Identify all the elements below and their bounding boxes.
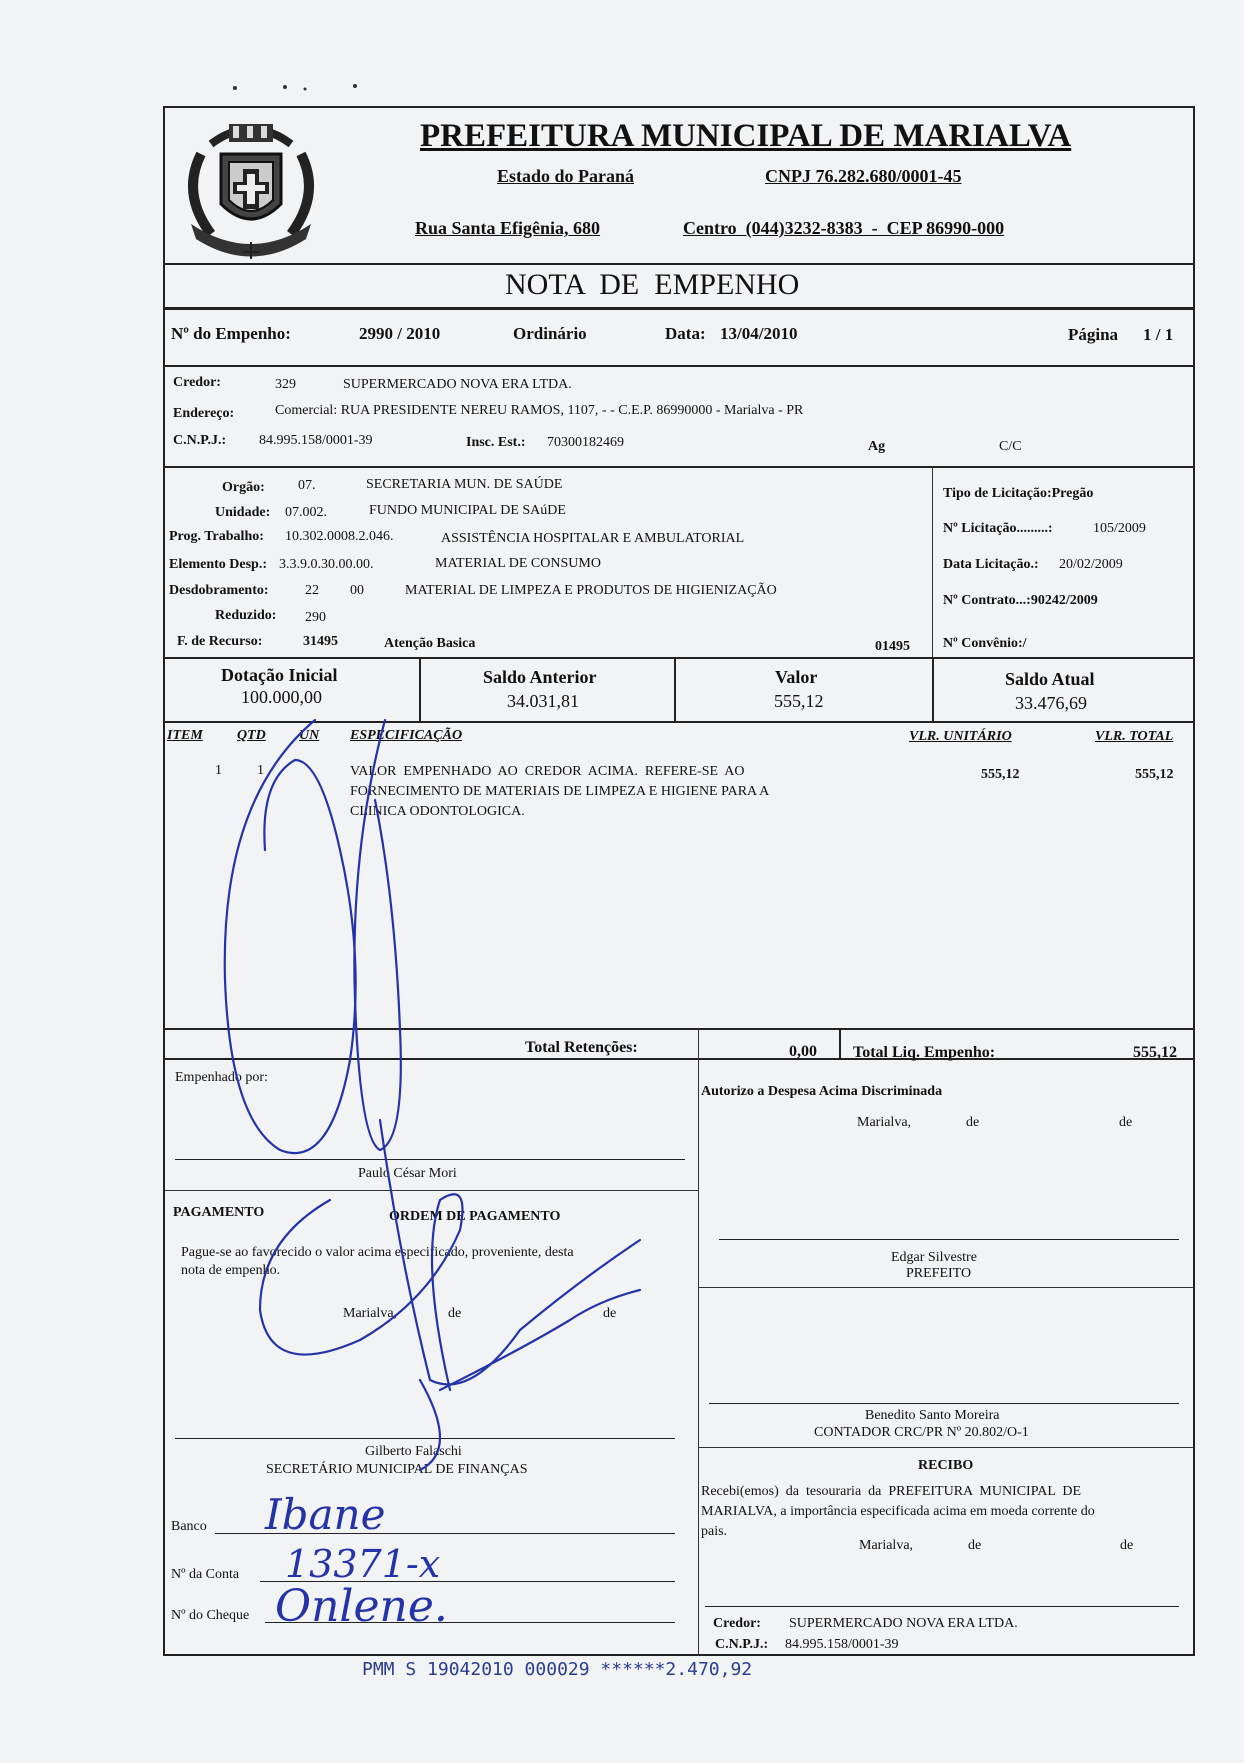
credor-name: SUPERMERCADO NOVA ERA LTDA. bbox=[343, 377, 572, 392]
conta-handwritten: 13371-x bbox=[285, 1542, 441, 1586]
empenhado-name: Paulo César Mori bbox=[358, 1166, 457, 1181]
col-item: ITEM bbox=[167, 728, 203, 743]
empenho-number-label: Nº do Empenho: bbox=[171, 324, 291, 343]
recibo-credor: SUPERMERCADO NOVA ERA LTDA. bbox=[789, 1616, 1018, 1631]
recibo-text3: pais. bbox=[701, 1524, 728, 1539]
credor-code: 329 bbox=[275, 377, 296, 392]
prog-name: ASSISTÊNCIA HOSPITALAR E AMBULATORIAL bbox=[441, 531, 745, 546]
recibo-cnpj-label: C.N.P.J.: bbox=[715, 1637, 769, 1652]
state-name: Estado do Paraná bbox=[497, 166, 635, 186]
desdobramento-code: 22 bbox=[305, 583, 319, 598]
page-label: Página bbox=[1068, 325, 1119, 344]
recibo-de2: de bbox=[1120, 1538, 1134, 1553]
pagamento-de1: de bbox=[448, 1306, 462, 1321]
convenio-number: Nº Convênio:/ bbox=[943, 636, 1027, 651]
recurso-extra: 01495 bbox=[875, 639, 910, 654]
credor-cnpj: 84.995.158/0001-39 bbox=[259, 433, 373, 448]
item-desc-line3: CLINICA ODONTOLOGICA. bbox=[350, 804, 525, 819]
valor-label: Valor bbox=[775, 667, 818, 687]
desdobramento-name: MATERIAL DE LIMPEZA E PRODUTOS DE HIGIENIZAÇÃO bbox=[405, 583, 777, 598]
licitacao-number: 105/2009 bbox=[1093, 521, 1146, 536]
contrato-number: Nº Contrato...:90242/2009 bbox=[943, 593, 1098, 608]
pagamento-city: Marialva, bbox=[343, 1306, 398, 1321]
pagamento-text1: Pague-se ao favorecido o valor acima especificado, proveniente, desta bbox=[181, 1245, 574, 1260]
tipo-licitacao: Tipo de Licitação:Pregão bbox=[943, 486, 1094, 501]
banco-handwritten: Ibane bbox=[265, 1490, 386, 1539]
credor-insc: 70300182469 bbox=[547, 435, 624, 450]
ordem-pagamento: ORDEM DE PAGAMENTO bbox=[389, 1209, 561, 1224]
reduzido-value: 290 bbox=[305, 610, 326, 625]
municipality-cnpj: CNPJ 76.282.680/0001-45 bbox=[765, 166, 962, 186]
secretario-title: SECRETÁRIO MUNICIPAL DE FINANÇAS bbox=[266, 1462, 528, 1477]
elemento-label: Elemento Desp.: bbox=[169, 557, 267, 572]
desdobramento-label: Desdobramento: bbox=[169, 583, 269, 598]
retencoes-label: Total Retenções: bbox=[525, 1039, 638, 1056]
licitacao-date: 20/02/2009 bbox=[1059, 557, 1123, 572]
insc-label: Insc. Est.: bbox=[466, 435, 526, 450]
prog-label: Prog. Trabalho: bbox=[169, 529, 264, 544]
empenhado-label: Empenhado por: bbox=[175, 1070, 268, 1085]
saldo-anterior-value: 34.031,81 bbox=[507, 691, 579, 711]
item-desc-line1: VALOR EMPENHADO AO CREDOR ACIMA. REFERE-SE AO bbox=[350, 764, 745, 779]
col-especificacao: ESPECIFICAÇÃO bbox=[350, 728, 463, 743]
pagamento-text2: nota de empenho. bbox=[181, 1263, 281, 1278]
conta-label: Nº da Conta bbox=[171, 1567, 240, 1582]
orgao-name: SECRETARIA MUN. DE SAÚDE bbox=[366, 477, 563, 492]
dotacao-label: Dotação Inicial bbox=[221, 665, 338, 685]
empenho-type: Ordinário bbox=[513, 324, 587, 343]
col-un: UN bbox=[299, 728, 320, 743]
autorizo-text: Autorizo a Despesa Acima Discriminada bbox=[701, 1084, 943, 1099]
saldo-anterior-label: Saldo Anterior bbox=[483, 667, 597, 687]
valor-value: 555,12 bbox=[774, 691, 824, 711]
dotacao-value: 100.000,00 bbox=[241, 687, 322, 707]
prog-code: 10.302.0008.2.046. bbox=[285, 529, 394, 544]
cc-label: C/C bbox=[999, 439, 1022, 454]
autorizo-city: Marialva, bbox=[857, 1115, 912, 1130]
orgao-label: Orgão: bbox=[222, 480, 265, 495]
credor-label: Credor: bbox=[173, 375, 221, 390]
recibo-text1: Recebi(emos) da tesouraria da PREFEITURA MUNICIPAL DE bbox=[701, 1484, 1082, 1499]
cheque-handwritten: Onlene. bbox=[275, 1581, 448, 1632]
cheque-label: Nº do Cheque bbox=[171, 1608, 250, 1623]
unidade-code: 07.002. bbox=[285, 505, 327, 520]
page-number: 1 / 1 bbox=[1143, 325, 1174, 344]
elemento-code: 3.3.9.0.30.00.00. bbox=[279, 557, 374, 572]
recurso-label: F. de Recurso: bbox=[177, 634, 263, 649]
item-number: 1 bbox=[215, 763, 222, 778]
liquido-label: Total Liq. Empenho: bbox=[853, 1044, 996, 1061]
secretario-name: Gilberto Falaschi bbox=[365, 1444, 462, 1459]
prefeito-title: PREFEITO bbox=[906, 1266, 972, 1281]
prefeito-name: Edgar Silvestre bbox=[891, 1250, 977, 1265]
item-qtd: 1 bbox=[257, 763, 264, 778]
credor-address: Comercial: RUA PRESIDENTE NEREU RAMOS, 1107, - - C.E.P. 86990000 - Marialva - PR bbox=[275, 403, 804, 418]
autorizo-de2: de bbox=[1119, 1115, 1133, 1130]
pagamento-de2: de bbox=[603, 1306, 617, 1321]
desdobramento-sub: 00 bbox=[350, 583, 364, 598]
address-street: Rua Santa Efigênia, 680 bbox=[415, 218, 601, 238]
liquido-value: 555,12 bbox=[1133, 1044, 1177, 1061]
contador-title: CONTADOR CRC/PR Nº 20.802/O-1 bbox=[814, 1425, 1029, 1440]
saldo-atual-value: 33.476,69 bbox=[1015, 693, 1087, 713]
item-desc-line2: FORNECIMENTO DE MATERIAIS DE LIMPEZA E HIGIENE PARA A bbox=[350, 784, 770, 799]
saldo-atual-label: Saldo Atual bbox=[1005, 669, 1095, 689]
recibo-text2: MARIALVA, a importância especificada acima em moeda corrente do bbox=[701, 1504, 1095, 1519]
ag-label: Ag bbox=[868, 439, 886, 454]
elemento-name: MATERIAL DE CONSUMO bbox=[435, 556, 601, 571]
autorizo-de1: de bbox=[966, 1115, 980, 1130]
coat-of-arms-logo bbox=[181, 114, 321, 264]
recibo-title: RECIBO bbox=[918, 1458, 974, 1473]
reduzido-label: Reduzido: bbox=[215, 608, 277, 623]
contador-name: Benedito Santo Moreira bbox=[865, 1408, 1000, 1423]
municipality-title: PREFEITURA MUNICIPAL DE MARIALVA bbox=[420, 118, 1072, 154]
address-rest: Centro (044)3232-8383 - CEP 86990-000 bbox=[683, 218, 1005, 238]
empenho-date: 13/04/2010 bbox=[720, 324, 798, 343]
col-vlr-unitario: VLR. UNITÁRIO bbox=[909, 729, 1012, 744]
recibo-cnpj: 84.995.158/0001-39 bbox=[785, 1637, 899, 1652]
retencoes-value: 0,00 bbox=[789, 1043, 817, 1060]
licitacao-number-label: Nº Licitação.........: bbox=[943, 521, 1053, 536]
col-qtd: QTD bbox=[237, 728, 266, 743]
orgao-code: 07. bbox=[298, 478, 316, 493]
recurso-code: 31495 bbox=[303, 634, 338, 649]
item-total-price: 555,12 bbox=[1135, 767, 1174, 782]
empenho-number: 2990 / 2010 bbox=[359, 324, 441, 343]
unidade-name: FUNDO MUNICIPAL DE SAúDE bbox=[369, 503, 566, 518]
pagamento-label: PAGAMENTO bbox=[173, 1205, 265, 1220]
scan-mark bbox=[230, 80, 360, 90]
col-vlr-total: VLR. TOTAL bbox=[1095, 729, 1174, 744]
recibo-credor-label: Credor: bbox=[713, 1616, 761, 1631]
empenho-form bbox=[163, 106, 1195, 1656]
recibo-de1: de bbox=[968, 1538, 982, 1553]
licitacao-date-label: Data Licitação.: bbox=[943, 557, 1039, 572]
empenho-date-label: Data: bbox=[665, 324, 706, 343]
address-label: Endereço: bbox=[173, 406, 235, 421]
cnpj-label: C.N.P.J.: bbox=[173, 433, 227, 448]
banco-label: Banco bbox=[171, 1519, 207, 1534]
recibo-city: Marialva, bbox=[859, 1538, 914, 1553]
unidade-label: Unidade: bbox=[215, 505, 271, 520]
item-unit-price: 555,12 bbox=[981, 767, 1020, 782]
recurso-name: Atenção Basica bbox=[384, 636, 476, 651]
payment-stamp: PMM S 19042010 000029 ******2.470,92 bbox=[362, 1659, 753, 1680]
document-title: NOTA DE EMPENHO bbox=[505, 268, 800, 301]
